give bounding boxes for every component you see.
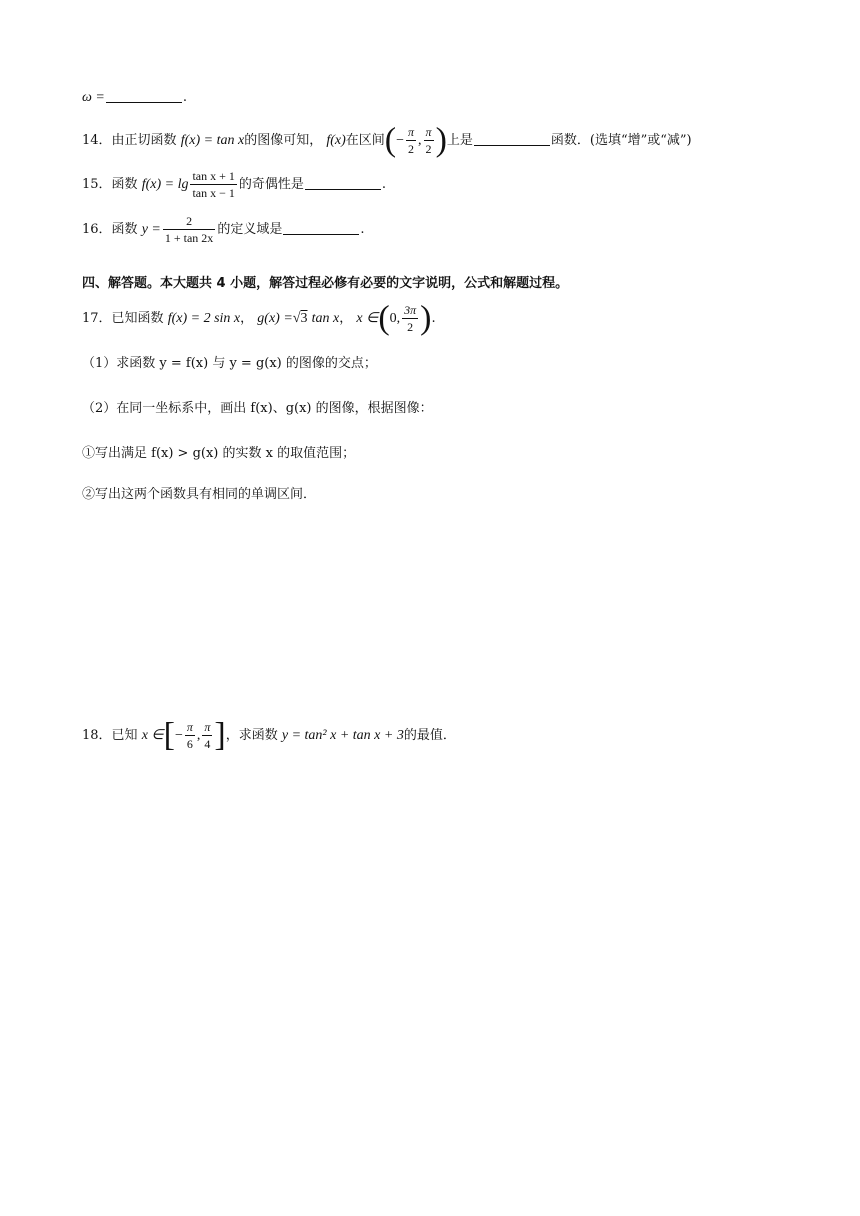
q14-text-3: 在区间 [345, 133, 385, 148]
q16-text-3: . [360, 222, 365, 237]
q14-text-5: 函数．(选填“增”或“减”) [550, 133, 692, 148]
q17-part-1: （1）求函数 y = f(x) 与 y = g(x) 的图像的交点； [82, 356, 377, 371]
q13-suffix: . [182, 90, 187, 105]
q16-expr: y = [141, 222, 161, 237]
q18-bracket-open: [ [163, 716, 175, 754]
q13-blank[interactable] [106, 88, 182, 103]
q16-text-2: 的定义域是 [217, 222, 283, 237]
q14-fraction-a: $\frac{\pi}{2}$ [408, 125, 415, 156]
q15-number: 15． [82, 177, 112, 192]
q14-expr-2: f(x) [326, 133, 346, 148]
q14-line: 14．由正切函数 f(x) = tan x的图像可知， f(x)在区间(− $\frac{\pi}{2}$ , $\frac{\pi}{2}$ )上是 函数．(选填“增”或“减”) [82, 121, 692, 159]
q18-text-2: ，求函数 [225, 728, 278, 743]
q13-line [82, 88, 187, 108]
q14-paren-close: ) [435, 121, 447, 159]
q17-paren-open: ( [378, 299, 390, 337]
q14-paren-open: ( [384, 121, 397, 159]
q17-g-tan: tan x [311, 311, 340, 326]
q16-text-1: 函数 [111, 222, 138, 237]
q15-line [82, 168, 386, 201]
q14-text-2: 的图像可知， [244, 133, 323, 148]
q16-line [82, 213, 364, 246]
q16-number: 16． [82, 222, 112, 237]
q17-fraction: $\frac{3\pi}{2}$ [404, 303, 417, 334]
q18-expr: y = tan² x + tan x + 3 [281, 728, 404, 743]
q17-f: f(x) = 2 sin x [167, 311, 241, 326]
q18-text-3: 的最值． [403, 728, 456, 743]
q15-expr: f(x) = lg [141, 177, 189, 192]
q16-fraction: $\frac{2}{1 + \tan 2x}$ [164, 214, 214, 245]
q17-sqrt3: 3 [300, 311, 308, 326]
q14-blank[interactable] [474, 131, 550, 146]
q17-domain: x ∈ [356, 311, 379, 326]
q14-text-4: 上是 [446, 133, 473, 148]
q17-end: . [431, 311, 436, 326]
q17-paren-close: ) [420, 299, 432, 337]
q18-number: 18． [82, 728, 112, 743]
q17-part-2-ii: ②写出这两个函数具有相同的单调区间． [82, 487, 317, 502]
q18-domain: x ∈ [141, 728, 164, 743]
q18-line: 18．已知 x ∈[− $\frac{\pi}{6}$ , $\frac{\pi}{4}$ ]，求函数 y = tan² x + tan x + 3的最值． [82, 716, 456, 754]
q18-fraction-a: $\frac{\pi}{6}$ [186, 720, 193, 751]
q18-text-1: 已知 [111, 728, 138, 743]
q14-text-1: 由正切函数 [111, 133, 177, 148]
q18-fraction-b: $\frac{\pi}{4}$ [204, 720, 211, 751]
q14-number: 14． [82, 133, 112, 148]
section-4-heading: 四、解答题。本大题共 4 小题，解答过程必修有必要的文字说明，公式和解题过程。 [82, 276, 569, 291]
q15-blank[interactable] [305, 175, 381, 190]
q15-text-3: . [381, 177, 387, 192]
q14-expr-1: f(x) = tan x [180, 133, 245, 148]
q17-g: g(x) = [257, 311, 293, 326]
q17-part-2-i: ①写出满足 f(x) > g(x) 的实数 x 的取值范围； [82, 446, 356, 461]
q17-sep-2: ， [339, 311, 353, 326]
q17-line: 17．已知函数 f(x) = 2 sin x， g(x) =√3 tan x， x ∈(0, $\frac{3\pi}{2}$ ). [82, 299, 436, 337]
q17-part-2: （2）在同一坐标系中，画出 f(x)、g(x) 的图像，根据图像： [82, 401, 433, 416]
q17-sep-1: ， [240, 311, 254, 326]
q17-number: 17． [82, 311, 112, 326]
q15-text-1: 函数 [111, 177, 138, 192]
q14-fraction-b: $\frac{\pi}{2}$ [425, 125, 432, 156]
q15-text-2: 的奇偶性是 [238, 177, 304, 192]
q15-fraction: $\frac{\text{tan x + 1}}{\text{tan x − 1}}$ [192, 169, 235, 200]
q16-blank[interactable] [283, 220, 359, 235]
q18-bracket-close: ] [214, 716, 226, 754]
q13-prefix: ω = [82, 90, 105, 105]
q17-text-1: 已知函数 [111, 311, 164, 326]
